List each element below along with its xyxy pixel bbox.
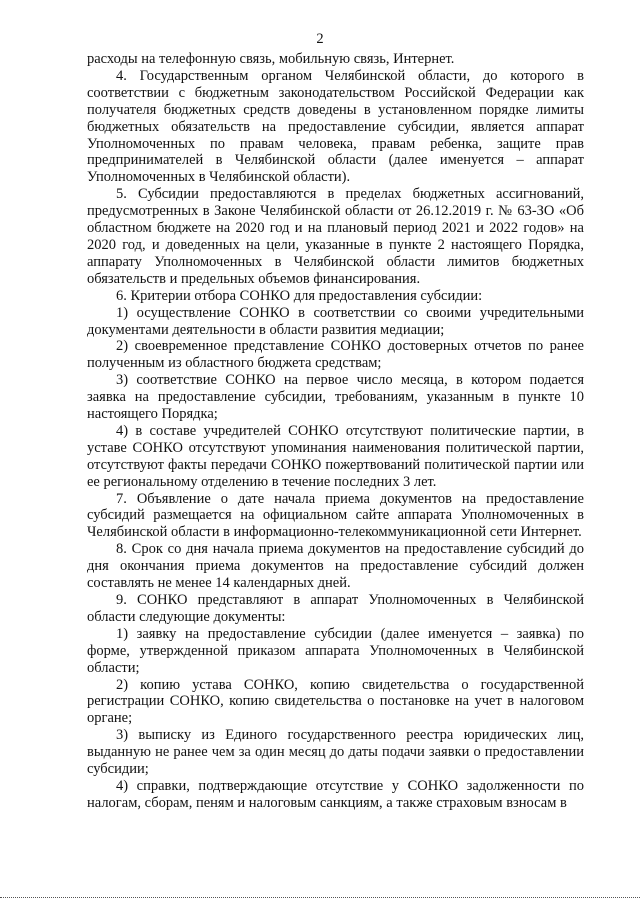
paragraph-item-9-4: 4) справки, подтверждающие отсутствие у СОНКО задолженности по налогам, сборам, пеням и налоговым санкциям, а также страховым взносам в bbox=[87, 777, 584, 811]
paragraph-item-9-3: 3) выписку из Единого государственного реестра юридических лиц, выданную не ранее чем за один месяц до даты подачи заявки о предоставлении субсидии; bbox=[87, 727, 584, 778]
paragraph-item-9-1: 1) заявку на предоставление субсидии (далее именуется – заявка) по форме, утвержденной приказом аппарата Уполномоченных в Челябинской области; bbox=[87, 625, 584, 676]
page-number: 2 bbox=[316, 31, 324, 47]
paragraph-item-7: 7. Объявление о дате начала приема документов на предоставление субсидий размещается на официальном сайте аппарата Уполномоченных в Челябинской области в информационно-телекоммуникационной сети Интернет. bbox=[87, 490, 584, 541]
paragraph-item-6-2: 2) своевременное представление СОНКО достоверных отчетов по ранее полученным из областного бюджета средствам; bbox=[87, 338, 584, 372]
paragraph-item-8: 8. Срок со дня начала приема документов на предоставление субсидий до дня окончания приема документов на предоставление субсидий должен составлять не менее 14 календарных дней. bbox=[87, 541, 584, 592]
paragraph-continuation: расходы на телефонную связь, мобильную связь, Интернет. bbox=[87, 51, 455, 67]
paragraph-item-6-3: 3) соответствие СОНКО на первое число месяца, в котором подается заявка на предоставление субсидии, требованиям, указанным в пункте 10 настоящего Порядка; bbox=[87, 372, 584, 423]
paragraph-item-9-2: 2) копию устава СОНКО, копию свидетельства о государственной регистрации СОНКО, копию свидетельства о постановке на учет в налоговом органе; bbox=[87, 676, 584, 727]
paragraph-item-9: 9. СОНКО представляют в аппарат Уполномоченных в Челябинской области следующие документы: bbox=[87, 592, 584, 625]
paragraph-item-5: 5. Субсидии предоставляются в пределах бюджетных ассигнований, предусмотренных в Законе Челябинской области от 26.12.2019 г. № 63-ЗО «Об областном бюджете на 2020 год и на плановый период 2021 и 2022 годов» на 2020 год, и доведенных на цели, указанные в пункте 2 настоящего Порядка, аппарату Уполномоченных в Челябинской области лимитов бюджетных обязательств и предельных объемов финансирования. bbox=[87, 186, 584, 287]
page-bottom-divider bbox=[0, 897, 640, 898]
paragraph-item-6: 6. Критерии отбора СОНКО для предоставления субсидии: bbox=[116, 287, 483, 304]
paragraph-item-6-1: 1) осуществление СОНКО в соответствии со своими учредительными документами деятельности в области развития медиации; bbox=[87, 304, 584, 338]
document-body bbox=[87, 51, 584, 812]
paragraph-item-4: 4. Государственным органом Челябинской области, до которого в соответствии с бюджетным законодательством Российской Федерации как получателя бюджетных средств доведены в установленном порядке лимиты бюджетных обязательств на предоставление субсидии, является аппарат Уполномоченных по правам человека, правам ребенка, защите прав предпринимателей в Челябинской области (далее именуется – аппарат Уполномоченных в Челябинской области). bbox=[87, 67, 584, 186]
paragraph-item-6-4: 4) в составе учредителей СОНКО отсутствуют политические партии, в уставе СОНКО отсутствуют упоминания наименования политической партии, отсутствуют факты передачи СОНКО пожертвований политической партии или ее региональному отделению в течение последних 3 лет. bbox=[87, 422, 584, 490]
